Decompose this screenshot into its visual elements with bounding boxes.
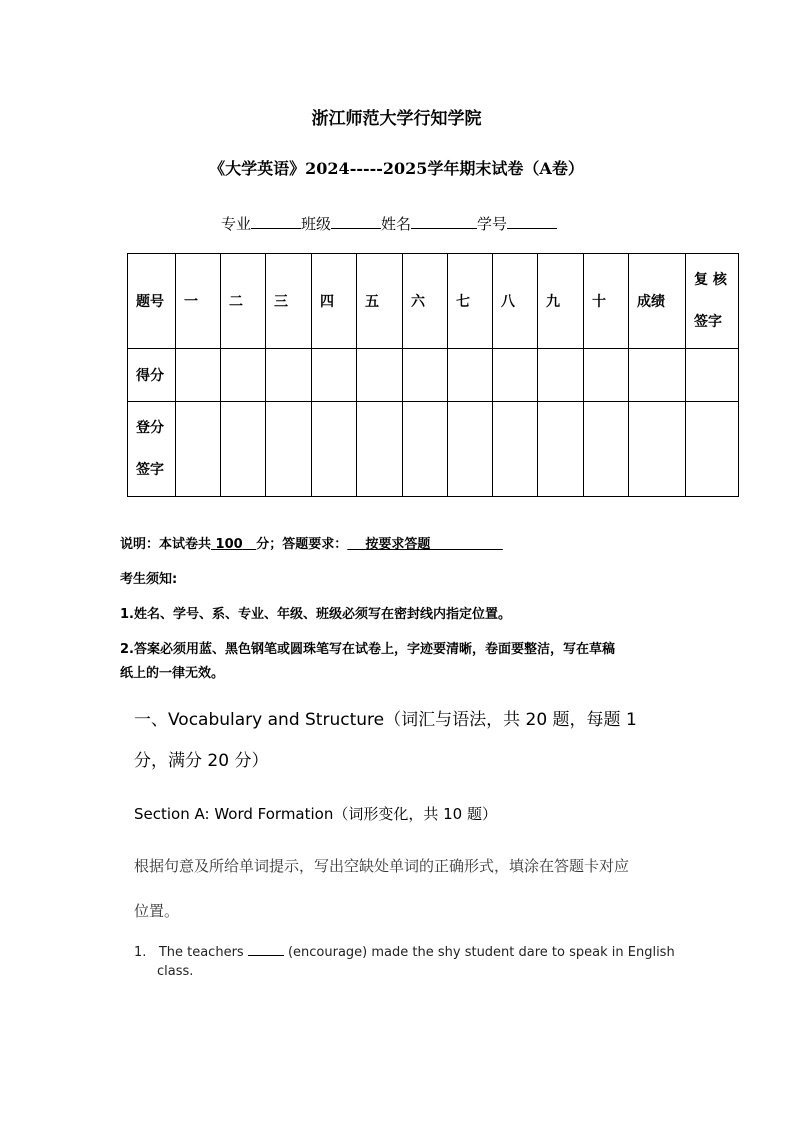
column-10: 十	[584, 254, 629, 349]
column-6: 六	[403, 254, 448, 349]
question-1-text-after: (encourage) made the shy student dare to speak in English	[287, 945, 675, 960]
review-label-line2: 签字	[694, 314, 722, 330]
score-cell-1[interactable]	[176, 349, 221, 402]
column-3: 三	[266, 254, 312, 349]
score-cell-10[interactable]	[584, 349, 629, 402]
student-info-line	[221, 212, 557, 234]
score-table	[127, 253, 739, 497]
school-name: 浙江师范大学行知学院	[311, 109, 482, 129]
score-cell-review[interactable]	[686, 349, 739, 402]
question-1-answer-blank[interactable]	[248, 943, 284, 956]
description-prefix: 说明：本试卷共	[120, 537, 212, 552]
score-cell-9[interactable]	[538, 349, 584, 402]
rule-2-line2: 纸上的一律无效。	[120, 666, 225, 681]
total-points-value: 100	[215, 537, 243, 552]
review-label-line1: 复 核	[694, 272, 727, 288]
description-mid: 分；答题要求：	[256, 537, 348, 552]
question-number-label: 题号	[128, 254, 176, 349]
answer-requirement-value: 按要求答题	[365, 537, 431, 552]
signature-label-line2: 签字	[136, 462, 164, 478]
score-cell-4[interactable]	[312, 349, 357, 402]
sectionA-title: Section A: Word Formation（词形变化，共 10 题）	[134, 805, 497, 823]
column-4: 四	[312, 254, 357, 349]
rule-2-line1: 2.答案必须用蓝、黑色钢笔或圆珠笔写在试卷上，字迹要清晰，卷面要整洁，写在草稿	[120, 642, 615, 657]
column-2: 二	[221, 254, 266, 349]
signature-cell-6[interactable]	[403, 402, 448, 497]
major-label: 专业	[221, 215, 252, 233]
score-cell-3[interactable]	[266, 349, 312, 402]
sectionA-instruction-line1: 根据句意及所给单词提示，写出空缺处单词的正确形式，填涂在答题卡对应	[134, 857, 630, 875]
signature-cell-2[interactable]	[221, 402, 266, 497]
question-1-text-before: The teachers	[158, 945, 244, 960]
column-5: 五	[357, 254, 403, 349]
section1-title-line2: 分，满分 20 分）	[134, 751, 269, 771]
signature-cell-1[interactable]	[176, 402, 221, 497]
question-1-line2: class.	[157, 964, 194, 979]
signature-cell-3[interactable]	[266, 402, 312, 497]
signature-cell-9[interactable]	[538, 402, 584, 497]
exam-title: 《大学英语》2024-----2025学年期末试卷（A卷）	[209, 159, 584, 178]
question-1	[134, 943, 675, 960]
candidate-notice: 考生须知:	[120, 572, 178, 587]
signature-cell-4[interactable]	[312, 402, 357, 497]
score-row-label: 得分	[128, 349, 176, 402]
score-cell-5[interactable]	[357, 349, 403, 402]
signature-cell-8[interactable]	[493, 402, 538, 497]
score-cell-7[interactable]	[448, 349, 493, 402]
score-row	[128, 349, 739, 402]
signature-cell-5[interactable]	[357, 402, 403, 497]
signature-label-line1: 登分	[136, 420, 164, 436]
name-blank[interactable]	[411, 212, 477, 229]
column-7: 七	[448, 254, 493, 349]
major-blank[interactable]	[251, 212, 301, 229]
class-label: 班级	[301, 215, 332, 233]
score-cell-8[interactable]	[493, 349, 538, 402]
sectionA-instruction-line2: 位置。	[134, 902, 180, 920]
rule-1: 1.姓名、学号、系、专业、年级、班级必须写在密封线内指定位置。	[120, 607, 511, 622]
header-row	[128, 254, 739, 349]
name-label: 姓名	[381, 215, 412, 233]
signature-cell-review[interactable]	[686, 402, 739, 497]
column-9: 九	[538, 254, 584, 349]
score-cell-6[interactable]	[403, 349, 448, 402]
score-cell-total[interactable]	[629, 349, 686, 402]
student-id-blank[interactable]	[507, 212, 557, 229]
signature-cell-7[interactable]	[448, 402, 493, 497]
student-id-label: 学号	[477, 215, 508, 233]
total-score-label: 成绩	[629, 254, 686, 349]
exam-description	[120, 533, 503, 552]
signature-cell-10[interactable]	[584, 402, 629, 497]
class-blank[interactable]	[331, 212, 381, 229]
review-signature-label	[686, 254, 739, 349]
answer-requirement	[347, 537, 503, 552]
column-1: 一	[176, 254, 221, 349]
total-points	[211, 537, 256, 552]
section1-title-line1: 一、Vocabulary and Structure（词汇与语法，共 20 题，每题 1	[134, 710, 637, 730]
signature-cell-total[interactable]	[629, 402, 686, 497]
signature-row-label	[128, 402, 176, 497]
question-1-number: 1.	[134, 945, 147, 960]
score-cell-2[interactable]	[221, 349, 266, 402]
column-8: 八	[493, 254, 538, 349]
signature-row	[128, 402, 739, 497]
